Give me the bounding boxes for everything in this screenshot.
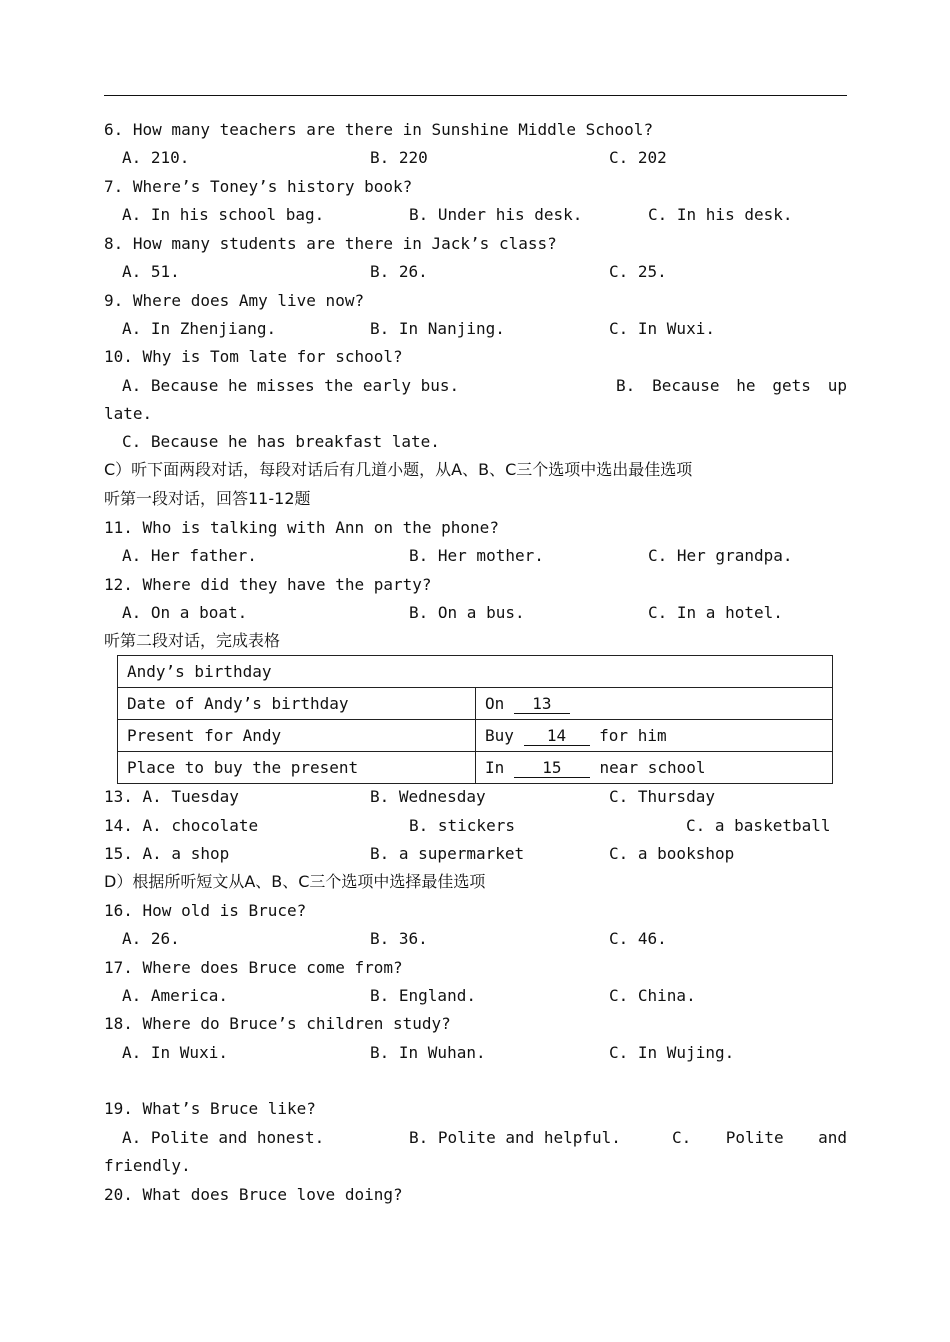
q14-option-b: B. stickers — [409, 816, 515, 835]
answer-blank-14: 14 — [524, 727, 590, 746]
dialog-2-heading: 听第二段对话，完成表格 — [104, 631, 281, 650]
q16-option-b: B. 36. — [370, 929, 428, 948]
q10-b-word: he — [736, 376, 756, 395]
q16-option-a: A. 26. — [122, 929, 180, 948]
q13-option-c: C. Thursday — [609, 787, 715, 806]
q6-option-a: A. 210. — [122, 148, 190, 167]
q10-b-word: up — [827, 376, 847, 395]
q10-option-b — [616, 376, 847, 396]
q11-option-a: A. Her father. — [122, 546, 257, 565]
q17-option-c: C. China. — [609, 986, 696, 1005]
q14-option-c: C. a basketball — [686, 816, 831, 835]
q17-option-b: B. England. — [370, 986, 476, 1005]
table-row — [118, 720, 833, 752]
question-8: 8. How many students are there in Jack’s class? — [104, 234, 557, 253]
q10-option-a: A. Because he misses the early bus. — [122, 376, 460, 395]
table-row — [118, 688, 833, 720]
q18-option-c: C. In Wujing. — [609, 1043, 735, 1062]
q7-option-b: B. Under his desk. — [409, 205, 583, 224]
table-row-value — [476, 720, 833, 752]
q19-c-word: Polite — [725, 1128, 784, 1147]
q15-option-a: 15. A. a shop — [104, 844, 230, 863]
answer-blank-15: 15 — [514, 759, 590, 778]
section-c-instruction: C）听下面两段对话，每段对话后有几道小题，从A、B、C三个选项中选出最佳选项 — [104, 460, 693, 479]
value-suffix: for him — [589, 725, 667, 745]
dialog-1-heading: 听第一段对话，回答11-12题 — [104, 489, 311, 508]
q9-option-a: A. In Zhenjiang. — [122, 319, 277, 338]
q8-option-c: C. 25. — [609, 262, 667, 281]
q13-option-a: 13. A. Tuesday — [104, 787, 239, 806]
q19-option-c — [672, 1128, 847, 1148]
q13-option-b: B. Wednesday — [370, 787, 486, 806]
value-prefix: Buy — [485, 725, 524, 745]
table-row-value — [476, 688, 833, 720]
q10-b-word: Because — [652, 376, 720, 395]
q15-option-c: C. a bookshop — [609, 844, 735, 863]
q9-option-b: B. In Nanjing. — [370, 319, 505, 338]
q6-option-c: C. 202 — [609, 148, 667, 167]
q18-option-a: A. In Wuxi. — [122, 1043, 228, 1062]
q18-option-b: B. In Wuhan. — [370, 1043, 486, 1062]
q8-option-a: A. 51. — [122, 262, 180, 281]
q19-c-word: C. — [672, 1128, 692, 1147]
q10-option-c: C. Because he has breakfast late. — [122, 432, 440, 451]
table-row-label: Place to buy the present — [118, 752, 476, 784]
q14-option-a: 14. A. chocolate — [104, 816, 259, 835]
value-prefix: On — [485, 693, 514, 713]
question-12: 12. Where did they have the party? — [104, 575, 432, 594]
question-17: 17. Where does Bruce come from? — [104, 958, 403, 977]
q7-option-c: C. In his desk. — [648, 205, 793, 224]
q19-option-a: A. Polite and honest. — [122, 1128, 325, 1147]
value-suffix: near school — [589, 757, 706, 777]
q12-option-c: C. In a hotel. — [648, 603, 783, 622]
table-row-label: Present for Andy — [118, 720, 476, 752]
q19-option-c-continued: friendly. — [104, 1156, 191, 1175]
question-9: 9. Where does Amy live now? — [104, 291, 365, 310]
q7-option-a: A. In his school bag. — [122, 205, 325, 224]
question-18: 18. Where do Bruce’s children study? — [104, 1014, 451, 1033]
q11-option-b: B. Her mother. — [409, 546, 544, 565]
table-row-label: Date of Andy’s birthday — [118, 688, 476, 720]
question-6: 6. How many teachers are there in Sunshine Middle School? — [104, 120, 654, 139]
answer-blank-13: 13 — [514, 695, 570, 714]
table-title-row — [118, 656, 833, 688]
q19-c-word: and — [818, 1128, 847, 1147]
table-row — [118, 752, 833, 784]
question-19: 19. What’s Bruce like? — [104, 1099, 316, 1118]
q10-option-b-continued: late. — [104, 404, 153, 423]
q9-option-c: C. In Wuxi. — [609, 319, 715, 338]
question-20: 20. What does Bruce love doing? — [104, 1185, 403, 1204]
q6-option-b: B. 220 — [370, 148, 428, 167]
q17-option-a: A. America. — [122, 986, 228, 1005]
question-7: 7. Where’s Toney’s history book? — [104, 177, 413, 196]
value-prefix: In — [485, 757, 514, 777]
q10-b-word: gets — [772, 376, 811, 395]
section-d-instruction: D）根据所听短文从A、B、C三个选项中选择最佳选项 — [104, 872, 486, 891]
q16-option-c: C. 46. — [609, 929, 667, 948]
question-11: 11. Who is talking with Ann on the phone? — [104, 518, 499, 537]
table-row-value — [476, 752, 833, 784]
birthday-table — [117, 655, 833, 784]
question-16: 16. How old is Bruce? — [104, 901, 307, 920]
q15-option-b: B. a supermarket — [370, 844, 525, 863]
q11-option-c: C. Her grandpa. — [648, 546, 793, 565]
q12-option-a: A. On a boat. — [122, 603, 248, 622]
q8-option-b: B. 26. — [370, 262, 428, 281]
header-rule — [104, 95, 847, 96]
q10-b-word: B. — [616, 376, 636, 395]
table-title: Andy’s birthday — [118, 656, 833, 688]
question-10: 10. Why is Tom late for school? — [104, 347, 403, 366]
q19-option-b: B. Polite and helpful. — [409, 1128, 621, 1147]
q12-option-b: B. On a bus. — [409, 603, 525, 622]
